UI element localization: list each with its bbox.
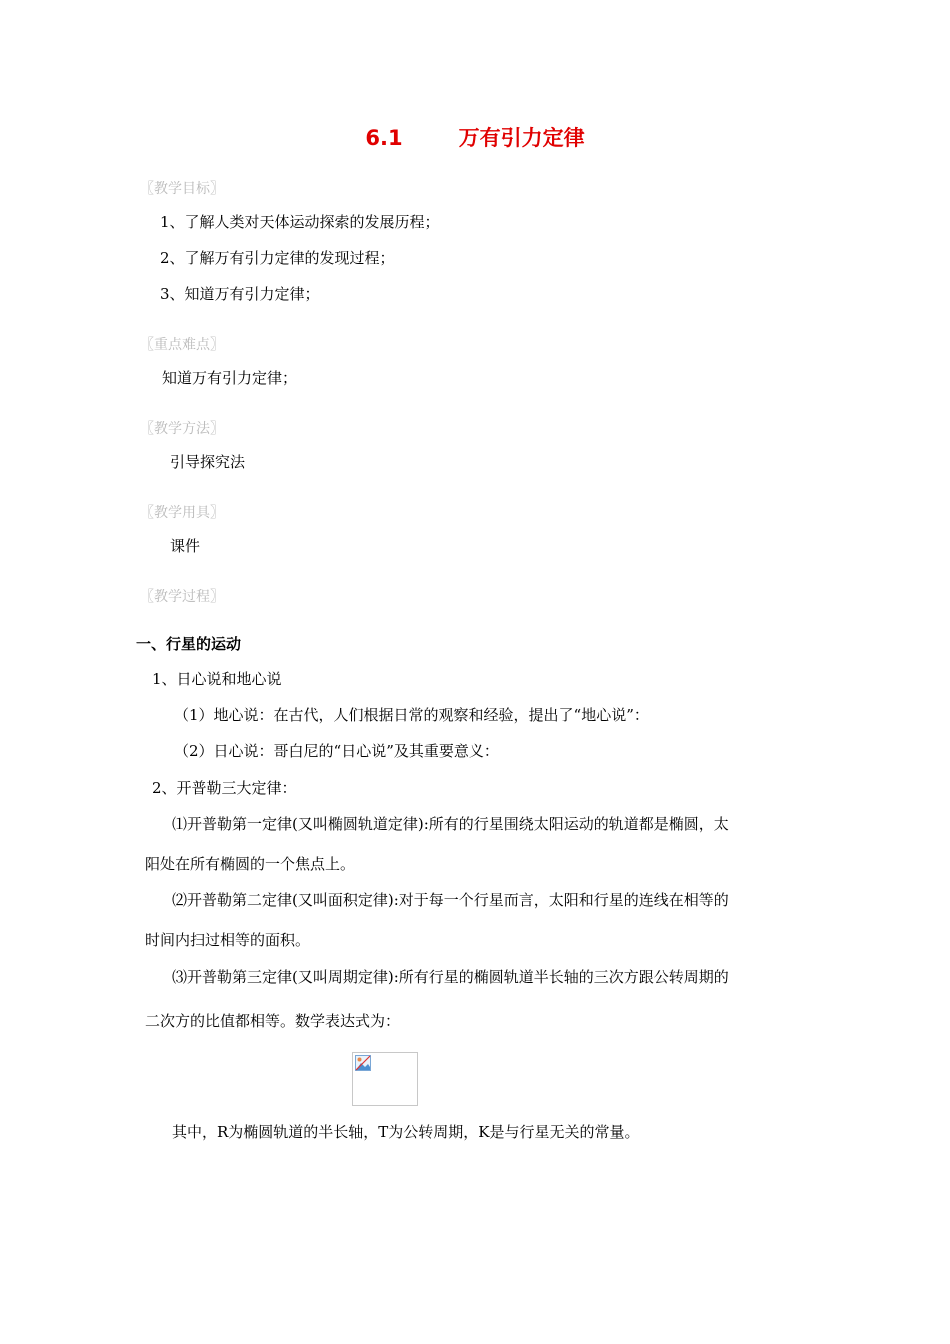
title-number: 6.1	[365, 126, 403, 150]
law2-line2: 时间内扫过相等的面积。	[145, 931, 311, 949]
goals-label: 〖教学目标〗	[140, 181, 224, 197]
subheading-theories: 1、日心说和地心说	[152, 670, 282, 688]
process-label: 〖教学过程〗	[140, 589, 224, 605]
goal-2: 2、了解万有引力定律的发现过程；	[160, 249, 395, 267]
law3-line2: 二次方的比值都相等。数学表达式为：	[145, 1012, 401, 1030]
subheading-kepler: 2、开普勒三大定律：	[152, 779, 297, 797]
geocentric-item: （1）地心说：在古代，人们根据日常的观察和经验，提出了“地心说”：	[174, 706, 649, 724]
formula-image	[352, 1052, 418, 1106]
law1-line2: 阳处在所有椭圆的一个焦点上。	[145, 855, 356, 873]
tools-text: 课件	[170, 537, 201, 555]
law3-line1: ⑶开普勒第三定律(又叫周期定律):所有行星的椭圆轨道半长轴的三次方跟公转周期的	[172, 968, 729, 986]
page-title	[0, 122, 950, 152]
goal-3: 3、知道万有引力定律；	[160, 285, 320, 303]
heading-planet-motion: 一、行星的运动	[136, 635, 242, 653]
method-label: 〖教学方法〗	[140, 421, 224, 437]
formula-note: 其中，R为椭圆轨道的半长轴，T为公转周期，K是与行星无关的常量。	[172, 1123, 640, 1141]
goal-1: 1、了解人类对天体运动探索的发展历程；	[160, 213, 440, 231]
title-text: 万有引力定律	[458, 126, 585, 150]
heliocentric-item: （2）日心说：哥白尼的“日心说”及其重要意义：	[174, 742, 499, 760]
broken-image-icon	[355, 1055, 371, 1071]
method-text: 引导探究法	[170, 453, 246, 471]
law2-line1: ⑵开普勒第二定律(又叫面积定律):对于每一个行星而言，太阳和行星的连线在相等的	[172, 891, 729, 909]
law1-line1: ⑴开普勒第一定律(又叫椭圆轨道定律):所有的行星围绕太阳运动的轨道都是椭圆，太	[172, 815, 729, 833]
key-text: 知道万有引力定律；	[162, 369, 298, 387]
tools-label: 〖教学用具〗	[140, 505, 224, 521]
key-label: 〖重点难点〗	[140, 337, 224, 353]
